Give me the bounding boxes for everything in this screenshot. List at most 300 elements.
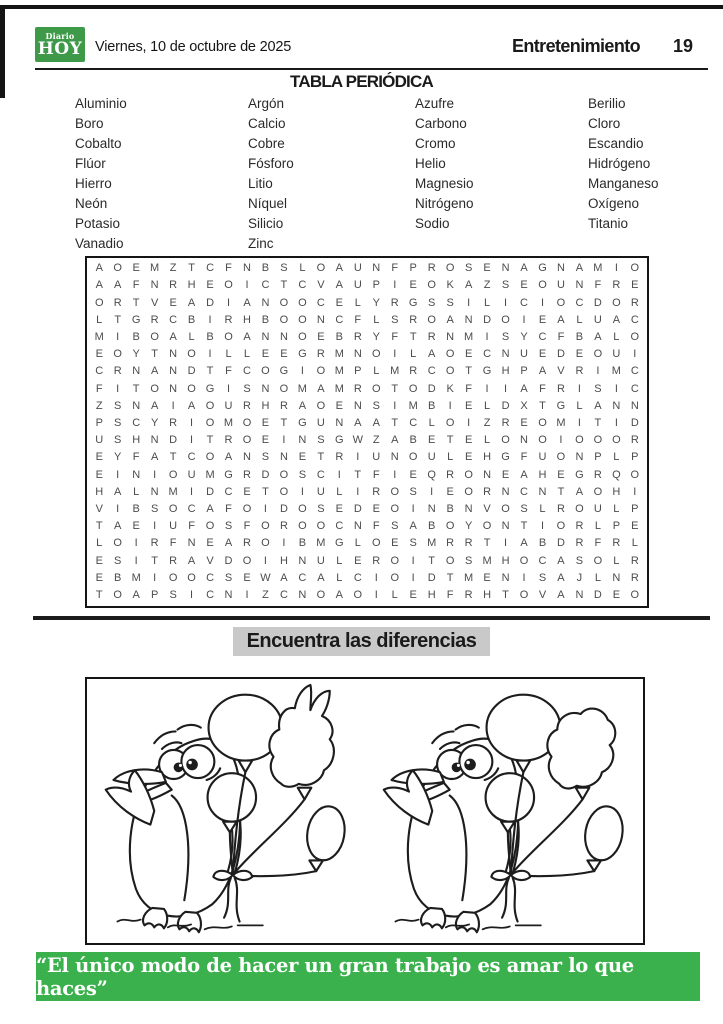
wordsearch-letter: C xyxy=(520,485,528,498)
wordsearch-letter: H xyxy=(538,468,547,481)
word-list-item: Fósforo xyxy=(248,156,294,171)
word-list-column xyxy=(75,94,127,254)
wordsearch-letter: H xyxy=(483,451,492,464)
wordsearch-letter: H xyxy=(243,313,251,326)
wordsearch-letter: O xyxy=(316,399,326,412)
wordsearch-letter: R xyxy=(556,502,565,515)
wordsearch-letter: O xyxy=(519,588,529,601)
wordsearch-letter: N xyxy=(150,434,159,447)
wordsearch-letter: N xyxy=(353,348,362,361)
wordsearch-letter: N xyxy=(279,330,288,343)
wordsearch-letter: A xyxy=(150,451,159,464)
wordsearch-letter: C xyxy=(630,365,639,378)
wordsearch-letter: N xyxy=(261,330,270,343)
wordsearch-letter: X xyxy=(520,399,528,412)
wordsearch-letter: R xyxy=(575,520,584,533)
wordsearch-letter: E xyxy=(557,468,565,481)
wordsearch-letter: C xyxy=(206,588,215,601)
wordsearch-letter: C xyxy=(298,571,307,584)
wordsearch-letter: S xyxy=(391,313,399,326)
wordsearch-letter: D xyxy=(556,348,565,361)
wordsearch-letter: I xyxy=(633,348,637,361)
word-list-column xyxy=(588,94,659,234)
wordsearch-letter: I xyxy=(614,262,618,275)
wordsearch-letter: M xyxy=(334,365,344,378)
wordsearch-letter: O xyxy=(593,554,603,567)
wordsearch-letter: U xyxy=(520,348,528,361)
wordsearch-letter: C xyxy=(483,348,492,361)
wordsearch-letter: G xyxy=(298,416,307,429)
wordsearch-letter: I xyxy=(504,296,508,309)
wordsearch-letter: B xyxy=(409,434,417,447)
wordsearch-letter: J xyxy=(576,571,583,584)
wordsearch-letter: O xyxy=(298,520,307,533)
wordsearch-letter: D xyxy=(206,485,215,498)
wordsearch-letter: E xyxy=(317,330,325,343)
wordsearch-letter: I xyxy=(282,537,286,550)
wordsearch-letter: O xyxy=(612,434,621,447)
wordsearch-letter: R xyxy=(630,296,639,309)
wordsearch-letter: U xyxy=(427,451,436,464)
wordsearch-letter: C xyxy=(335,313,344,326)
wordsearch-letter: N xyxy=(335,416,344,429)
wordsearch-letter: C xyxy=(187,502,196,515)
wordsearch-letter: E xyxy=(631,279,639,292)
wordsearch-row xyxy=(90,363,644,380)
wordsearch-letter: L xyxy=(336,571,343,584)
wordsearch-letter: R xyxy=(446,537,455,550)
wordsearch-letter: I xyxy=(393,399,397,412)
wordsearch-letter: E xyxy=(354,554,362,567)
wordsearch-title: TABLA PERIÓDICA xyxy=(290,72,433,91)
wordsearch-letter: U xyxy=(612,348,621,361)
wordsearch-letter: T xyxy=(557,485,565,498)
wordsearch-letter: I xyxy=(485,382,489,395)
wordsearch-letter: I xyxy=(153,468,157,481)
wordsearch-letter: N xyxy=(187,537,196,550)
wordsearch-letter: I xyxy=(596,365,600,378)
wordsearch-letter: A xyxy=(280,571,288,584)
wordsearch-letter: R xyxy=(446,468,455,481)
wordsearch-letter: N xyxy=(501,520,510,533)
wordsearch-letter: E xyxy=(372,502,380,515)
wordsearch-letter: M xyxy=(390,365,400,378)
word-list-item: Flúor xyxy=(75,156,106,171)
word-list-item: Potasio xyxy=(75,216,121,231)
wordsearch-letter: G xyxy=(131,313,141,326)
wordsearch-letter: I xyxy=(134,537,138,550)
wordsearch-letter: I xyxy=(245,588,249,601)
wordsearch-letter: L xyxy=(96,313,103,326)
wordsearch-letter: O xyxy=(575,502,584,515)
wordsearch-letter: T xyxy=(594,416,602,429)
wordsearch-letter: O xyxy=(316,520,326,533)
wordsearch-letter: I xyxy=(245,279,249,292)
word-list-item: Nitrógeno xyxy=(415,196,474,211)
wordsearch-letter: O xyxy=(279,296,289,309)
wordsearch-letter: R xyxy=(169,416,178,429)
wordsearch-letter: T xyxy=(539,399,546,412)
wordsearch-letter: O xyxy=(464,468,473,481)
wordsearch-letter: I xyxy=(522,571,526,584)
wordsearch-letter: N xyxy=(353,399,362,412)
wordsearch-letter: C xyxy=(279,588,288,601)
wordsearch-letter: O xyxy=(242,416,252,429)
wordsearch-letter: I xyxy=(190,416,194,429)
wordsearch-letter: Y xyxy=(464,520,473,533)
wordsearch-letter: F xyxy=(225,365,232,378)
wordsearch-letter: A xyxy=(409,520,417,533)
wordsearch-row xyxy=(90,294,644,311)
wordsearch-letter: A xyxy=(298,399,307,412)
wordsearch-letter: R xyxy=(409,313,418,326)
wordsearch-letter: I xyxy=(559,434,563,447)
wordsearch-letter: F xyxy=(391,262,399,275)
wordsearch-letter: L xyxy=(576,313,583,326)
wordsearch-letter: V xyxy=(150,296,159,309)
wordsearch-letter: R xyxy=(372,485,381,498)
wordsearch-letter: H xyxy=(187,279,196,292)
wordsearch-letter: I xyxy=(356,451,360,464)
wordsearch-row xyxy=(90,260,644,277)
wordsearch-letter: L xyxy=(391,588,398,601)
wordsearch-letter: N xyxy=(353,520,362,533)
wordsearch-letter: S xyxy=(575,554,584,567)
wordsearch-letter: M xyxy=(464,330,474,343)
wordsearch-letter: O xyxy=(445,520,455,533)
wordsearch-row xyxy=(90,484,644,501)
wordsearch-letter: A xyxy=(114,279,122,292)
wordsearch-letter: O xyxy=(501,313,510,326)
wordsearch-letter: N xyxy=(132,365,141,378)
wordsearch-letter: Y xyxy=(150,416,159,429)
wordsearch-letter: O xyxy=(427,313,436,326)
wordsearch-letter: Y xyxy=(132,348,140,361)
wordsearch-letter: A xyxy=(335,262,343,275)
wordsearch-letter: S xyxy=(169,588,177,601)
wordsearch-letter: F xyxy=(465,382,472,395)
wordsearch-letter: H xyxy=(132,434,141,447)
wordsearch-letter: A xyxy=(206,502,214,515)
wordsearch-letter: E xyxy=(132,262,140,275)
wordsearch-letter: T xyxy=(502,588,509,601)
wordsearch-letter: O xyxy=(187,571,196,584)
wordsearch-letter: L xyxy=(613,451,620,464)
wordsearch-letter: U xyxy=(224,399,233,412)
wordsearch-letter: M xyxy=(205,468,215,481)
diario-hoy-logo xyxy=(35,27,85,62)
wordsearch-letter: E xyxy=(206,279,214,292)
wordsearch-letter: R xyxy=(464,537,473,550)
wordsearch-letter: I xyxy=(171,399,175,412)
wordsearch-letter: O xyxy=(205,451,215,464)
wordsearch-letter: D xyxy=(427,571,436,584)
wordsearch-letter: I xyxy=(485,330,489,343)
wordsearch-letter: N xyxy=(446,330,455,343)
wordsearch-letter: N xyxy=(575,588,584,601)
wordsearch-letter: P xyxy=(612,520,621,533)
wordsearch-letter: R xyxy=(575,537,584,550)
wordsearch-letter: I xyxy=(540,520,545,533)
wordsearch-letter: P xyxy=(354,365,362,378)
wordsearch-letter: N xyxy=(630,399,639,412)
wordsearch-letter: L xyxy=(631,537,638,550)
wordsearch-letter: C xyxy=(575,296,584,309)
wordsearch-letter: R xyxy=(630,554,639,567)
wordsearch-letter: N xyxy=(243,262,251,275)
wordsearch-letter: F xyxy=(225,262,232,275)
wordsearch-letter: T xyxy=(151,554,158,567)
wordsearch-row xyxy=(90,277,644,294)
penguin-left-image xyxy=(87,679,365,943)
wordsearch-letter: E xyxy=(631,520,639,533)
wordsearch-letter: A xyxy=(594,399,602,412)
wordsearch-letter: T xyxy=(409,330,417,343)
wordsearch-letter: G xyxy=(224,468,233,481)
wordsearch-letter: T xyxy=(132,296,140,309)
wordsearch-letter: E xyxy=(612,588,621,601)
wordsearch-letter: P xyxy=(631,502,639,515)
wordsearch-letter: A xyxy=(335,588,343,601)
wordsearch-letter: I xyxy=(504,537,508,550)
wordsearch-letter: O xyxy=(630,262,640,275)
wordsearch-letter: E xyxy=(95,348,103,361)
wordsearch-letter: O xyxy=(113,588,122,601)
wordsearch-letter: O xyxy=(593,348,603,361)
wordsearch-letter: B xyxy=(114,571,122,584)
wordsearch-letter: E xyxy=(95,571,103,584)
wordsearch-letter: A xyxy=(317,571,325,584)
wordsearch-letter: V xyxy=(483,502,491,515)
wordsearch-letter: A xyxy=(446,313,454,326)
wordsearch-letter: O xyxy=(279,485,289,498)
wordsearch-letter: N xyxy=(261,296,270,309)
scan-top-border xyxy=(0,5,723,9)
wordsearch-letter: A xyxy=(428,348,436,361)
wordsearch-letter: T xyxy=(280,279,288,292)
wordsearch-letter: H xyxy=(261,399,270,412)
wordsearch-letter: B xyxy=(538,537,547,550)
wordsearch-letter: O xyxy=(445,416,455,429)
wordsearch-letter: N xyxy=(501,485,510,498)
word-list-item: Hierro xyxy=(75,176,112,191)
wordsearch-letter: S xyxy=(317,434,325,447)
word-list-item: Cromo xyxy=(415,136,456,151)
wordsearch-letter: S xyxy=(409,485,417,498)
wordsearch-letter: A xyxy=(520,468,528,481)
penguin-with-balloons-drawing xyxy=(368,683,640,939)
wordsearch-letter: R xyxy=(372,554,381,567)
wordsearch-letter: I xyxy=(356,485,360,498)
quote-text: “El único modo de hacer un gran trabajo es amar lo que haces” xyxy=(36,953,634,1000)
wordsearch-letter: I xyxy=(614,416,618,429)
wordsearch-letter: F xyxy=(132,451,140,464)
wordsearch-letter: L xyxy=(225,348,232,361)
wordsearch-grid xyxy=(85,256,649,608)
wordsearch-letter: L xyxy=(299,262,306,275)
wordsearch-letter: E xyxy=(409,468,417,481)
wordsearch-letter: G xyxy=(501,451,510,464)
wordsearch-letter: A xyxy=(114,485,122,498)
wordsearch-letter: O xyxy=(427,279,436,292)
wordsearch-letter: E xyxy=(335,296,343,309)
wordsearch-letter: O xyxy=(298,330,307,343)
word-list-item: Cobalto xyxy=(75,136,122,151)
wordsearch-letter: A xyxy=(612,313,621,326)
word-list-item: Litio xyxy=(248,176,273,191)
wordsearch-letter: G xyxy=(335,434,344,447)
word-list-item: Azufre xyxy=(415,96,455,111)
wordsearch-letter: I xyxy=(411,571,415,584)
wordsearch-letter: R xyxy=(224,313,233,326)
wordsearch-letter: R xyxy=(575,365,584,378)
wordsearch-letter: I xyxy=(263,502,267,515)
wordsearch-letter: D xyxy=(353,502,362,515)
wordsearch-letter: E xyxy=(261,348,270,361)
wordsearch-letter: O xyxy=(224,330,233,343)
wordsearch-letter: O xyxy=(279,468,289,481)
wordsearch-letter: E xyxy=(428,434,436,447)
wordsearch-letter: I xyxy=(504,382,508,395)
wordsearch-letter: V xyxy=(317,279,325,292)
wordsearch-letter: C xyxy=(353,571,362,584)
wordsearch-letter: O xyxy=(390,571,400,584)
wordsearch-letter: I xyxy=(190,434,194,447)
wordsearch-letter: T xyxy=(354,468,362,481)
wordsearch-letter: I xyxy=(467,416,471,429)
wordsearch-letter: O xyxy=(279,382,289,395)
wordsearch-letter: D xyxy=(187,365,196,378)
wordsearch-letter: F xyxy=(169,537,177,550)
wordsearch-letter: Y xyxy=(372,330,380,343)
wordsearch-letter: A xyxy=(132,588,140,601)
wordsearch-letter: O xyxy=(242,554,252,567)
wordsearch-letter: E xyxy=(95,451,103,464)
wordsearch-letter: A xyxy=(557,588,565,601)
wordsearch-letter: H xyxy=(501,554,510,567)
wordsearch-letter: Q xyxy=(427,468,436,481)
wordsearch-letter: Z xyxy=(95,399,103,412)
wordsearch-letter: U xyxy=(353,262,362,275)
wordsearch-letter: H xyxy=(95,485,104,498)
wordsearch-row xyxy=(90,380,644,397)
wordsearch-letter: R xyxy=(243,537,251,550)
wordsearch-letter: F xyxy=(132,279,140,292)
wordsearch-letter: O xyxy=(538,279,547,292)
wordsearch-letter: L xyxy=(447,451,454,464)
wordsearch-letter: M xyxy=(611,365,621,378)
wordsearch-letter: Z xyxy=(262,588,269,601)
wordsearch-letter: M xyxy=(334,348,344,361)
word-list-item: Hidrógeno xyxy=(588,156,651,171)
wordsearch-letter: O xyxy=(279,313,289,326)
wordsearch-letter: A xyxy=(224,537,233,550)
wordsearch-letter: M xyxy=(297,382,307,395)
wordsearch-letter: O xyxy=(316,262,326,275)
wordsearch-letter: R xyxy=(483,485,492,498)
wordsearch-letter: S xyxy=(464,262,473,275)
wordsearch-letter: A xyxy=(520,262,528,275)
wordsearch-letter: F xyxy=(188,520,195,533)
wordsearch-letter: B xyxy=(335,330,343,343)
wordsearch-letter: O xyxy=(242,502,252,515)
word-list-item: Oxígeno xyxy=(588,196,640,211)
wordsearch-letter: F xyxy=(557,330,565,343)
wordsearch-letter: S xyxy=(520,502,528,515)
wordsearch-row xyxy=(90,587,644,604)
wordsearch-letter: C xyxy=(132,416,141,429)
wordsearch-letter: O xyxy=(445,554,455,567)
wordsearch-row xyxy=(90,398,644,415)
wordsearch-letter: B xyxy=(261,313,270,326)
wordsearch-letter: S xyxy=(501,279,510,292)
wordsearch-letter: O xyxy=(316,588,326,601)
wordsearch-letter: A xyxy=(224,451,233,464)
wordsearch-letter: O xyxy=(261,520,270,533)
wordsearch-letter: S xyxy=(114,416,122,429)
wordsearch-letter: A xyxy=(187,554,196,567)
wordsearch-letter: L xyxy=(410,348,417,361)
wordsearch-letter: U xyxy=(556,279,565,292)
wordsearch-letter: A xyxy=(150,365,159,378)
wordsearch-letter: E xyxy=(298,451,307,464)
wordsearch-letter: I xyxy=(393,348,397,361)
wordsearch-row xyxy=(90,501,644,518)
wordsearch-letter: O xyxy=(371,382,381,395)
wordsearch-letter: U xyxy=(593,502,602,515)
wordsearch-letter: N xyxy=(464,502,473,515)
wordsearch-letter: C xyxy=(95,365,104,378)
wordsearch-letter: N xyxy=(501,262,510,275)
wordsearch-letter: L xyxy=(484,434,491,447)
wordsearch-letter: I xyxy=(190,588,194,601)
wordsearch-letter: C xyxy=(224,485,233,498)
wordsearch-letter: C xyxy=(261,279,270,292)
wordsearch-letter: O xyxy=(445,262,455,275)
wordsearch-letter: F xyxy=(243,520,251,533)
wordsearch-letter: M xyxy=(427,537,437,550)
wordsearch-letter: S xyxy=(114,399,122,412)
wordsearch-letter: A xyxy=(169,330,177,343)
wordsearch-letter: E xyxy=(464,399,473,412)
wordsearch-letter: C xyxy=(298,279,307,292)
header-divider xyxy=(35,68,708,70)
wordsearch-letter: L xyxy=(188,330,195,343)
wordsearch-letter: S xyxy=(409,537,417,550)
wordsearch-letter: L xyxy=(96,537,103,550)
wordsearch-letter: O xyxy=(316,365,326,378)
wordsearch-letter: R xyxy=(427,330,436,343)
wordsearch-letter: H xyxy=(483,588,492,601)
wordsearch-letter: E xyxy=(391,537,399,550)
wordsearch-letter: G xyxy=(556,399,566,412)
wordsearch-letter: C xyxy=(409,416,418,429)
wordsearch-letter: T xyxy=(391,416,399,429)
wordsearch-letter: H xyxy=(279,554,288,567)
wordsearch-letter: L xyxy=(594,571,601,584)
wordsearch-letter: O xyxy=(445,365,455,378)
differences-image-box xyxy=(85,677,645,945)
wordsearch-letter: F xyxy=(520,451,528,464)
wordsearch-letter: C xyxy=(427,365,436,378)
wordsearch-letter: S xyxy=(224,571,233,584)
wordsearch-letter: Z xyxy=(483,416,491,429)
wordsearch-letter: A xyxy=(575,485,584,498)
wordsearch-letter: I xyxy=(153,571,157,584)
word-list-item: Vanadio xyxy=(75,236,124,251)
word-list-item: Zinc xyxy=(248,236,274,251)
wordsearch-letter: O xyxy=(519,554,529,567)
